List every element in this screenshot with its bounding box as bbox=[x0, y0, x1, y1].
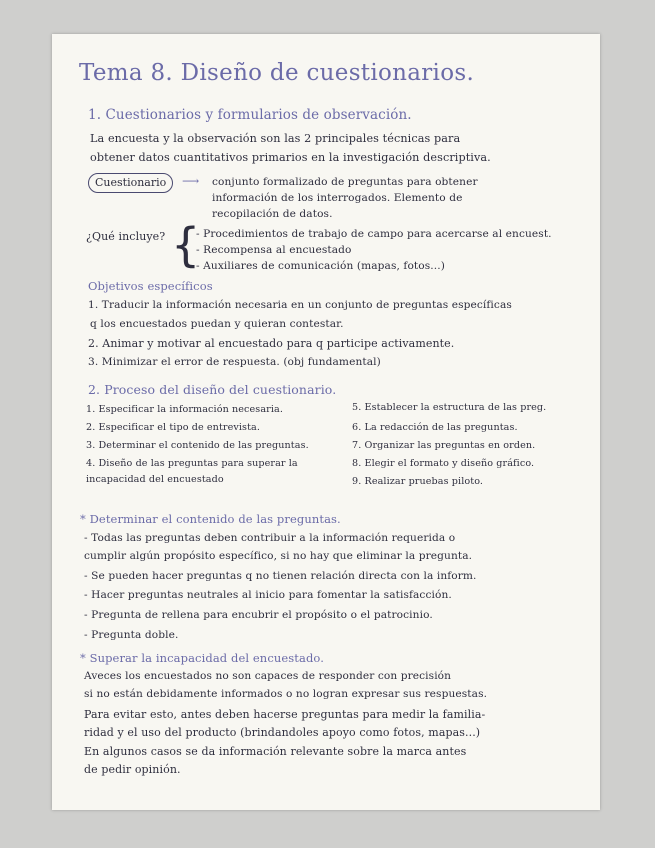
objetivo-1b: q los encuestados puedan y quieran contestar. bbox=[90, 318, 344, 330]
cuestionario-bubble bbox=[88, 173, 173, 193]
intro-line-2: obtener datos cuantitativos primarios en la investigación descriptiva. bbox=[90, 151, 491, 164]
proceso-step: 1. Especificar la información necesaria. bbox=[86, 404, 283, 415]
incluye-item: - Recompensa al encuestado bbox=[196, 244, 352, 256]
objetivo-1a: 1. Traducir la información necesaria en un conjunto de preguntas específicas bbox=[88, 299, 512, 311]
definition-line-1: conjunto formalizado de preguntas para obtener bbox=[212, 176, 478, 188]
proceso-step: 7. Organizar las preguntas en orden. bbox=[352, 440, 536, 451]
page-title: Tema 8. Diseño de cuestionarios. bbox=[79, 60, 475, 86]
definition-line-3: recopilación de datos. bbox=[212, 208, 333, 220]
proceso-step-continued: incapacidad del encuestado bbox=[86, 474, 224, 485]
content-line: - Se pueden hacer preguntas q no tienen relación directa con la inform. bbox=[84, 570, 477, 582]
incluye-item: - Auxiliares de comunicación (mapas, fotos...) bbox=[196, 260, 445, 272]
proceso-step: 5. Establecer la estructura de las preg. bbox=[352, 402, 547, 413]
section-1-heading: 1. Cuestionarios y formularios de observación. bbox=[88, 107, 412, 123]
arrow-icon: ⟶ bbox=[182, 174, 200, 188]
objetivos-heading: Objetivos específicos bbox=[88, 279, 213, 293]
notebook-page bbox=[52, 34, 600, 810]
content-line: ridad y el uso del producto (brindandoles apoyo como fotos, mapas...) bbox=[84, 726, 481, 739]
section-2-heading: 2. Proceso del diseño del cuestionario. bbox=[88, 382, 337, 397]
cuestionario-label: Cuestionario bbox=[95, 176, 167, 189]
objetivo-2: 2. Animar y motivar al encuestado para q participe activamente. bbox=[88, 337, 455, 350]
content-line: Para evitar esto, antes deben hacerse preguntas para medir la familia- bbox=[84, 708, 486, 721]
content-line: Aveces los encuestados no son capaces de responder con precisión bbox=[84, 670, 452, 682]
content-line: En algunos casos se da información relevante sobre la marca antes bbox=[84, 745, 467, 758]
brace-icon: { bbox=[171, 218, 201, 272]
content-line: - Hacer preguntas neutrales al inicio para fomentar la satisfacción. bbox=[84, 589, 452, 601]
content-line: - Todas las preguntas deben contribuir a la información requerida o bbox=[84, 532, 456, 544]
content-line: - Pregunta doble. bbox=[84, 629, 179, 641]
content-line: cumplir algún propósito específico, si no hay que eliminar la pregunta. bbox=[84, 550, 473, 562]
section-4-heading: * Superar la incapacidad del encuestado. bbox=[80, 651, 324, 665]
incluye-label: ¿Qué incluye? bbox=[86, 230, 166, 243]
content-line: - Pregunta de rellena para encubrir el propósito o el patrocinio. bbox=[84, 609, 433, 621]
section-3-heading: * Determinar el contenido de las preguntas. bbox=[80, 512, 341, 526]
proceso-step: 3. Determinar el contenido de las preguntas. bbox=[86, 440, 309, 451]
objetivo-3: 3. Minimizar el error de respuesta. (obj fundamental) bbox=[88, 356, 381, 368]
proceso-step: 8. Elegir el formato y diseño gráfico. bbox=[352, 458, 535, 469]
proceso-step: 9. Realizar pruebas piloto. bbox=[352, 476, 484, 487]
incluye-item: - Procedimientos de trabajo de campo para acercarse al encuest. bbox=[196, 228, 552, 240]
proceso-step: 2. Especificar el tipo de entrevista. bbox=[86, 422, 261, 433]
intro-line-1: La encuesta y la observación son las 2 principales técnicas para bbox=[90, 132, 461, 145]
content-line: si no están debidamente informados o no logran expresar sus respuestas. bbox=[84, 688, 488, 700]
proceso-step: 6. La redacción de las preguntas. bbox=[352, 422, 518, 433]
content-line: de pedir opinión. bbox=[84, 763, 181, 776]
definition-line-2: información de los interrogados. Elemento de bbox=[212, 192, 463, 204]
proceso-step: 4. Diseño de las preguntas para superar la bbox=[86, 458, 298, 469]
